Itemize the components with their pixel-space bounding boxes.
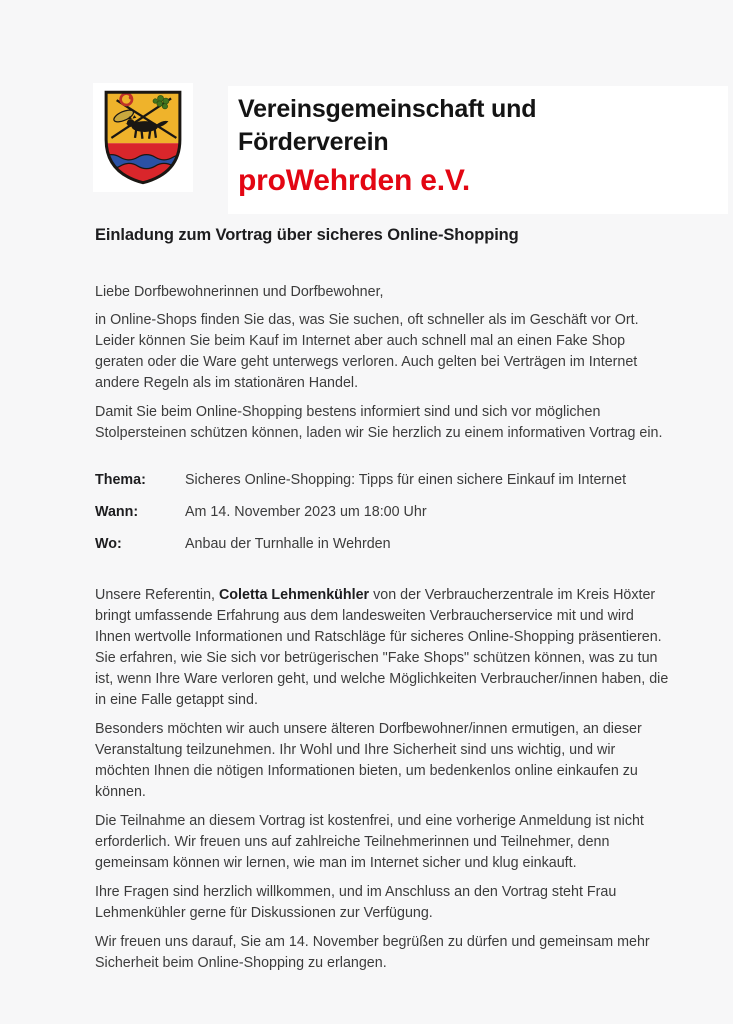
masthead (228, 86, 728, 214)
detail-label-wo: Wo: (95, 536, 122, 552)
detail-value-wo: Anbau der Turnhalle in Wehrden (185, 536, 391, 552)
paragraph-intro-2: Damit Sie beim Online-Shopping bestens informiert sind und sich vor möglichen Stolpersteinen schützen können, laden wir Sie herzlich zu einem informativen Vortrag ein. (95, 404, 663, 441)
detail-value-thema: Sicheres Online-Shopping: Tipps für einen sichere Einkauf im Internet (185, 472, 627, 488)
org-title-line1: Vereinsgemeinschaft und (238, 95, 537, 123)
salutation: Liebe Dorfbewohnerinnen und Dorfbewohner, (95, 284, 384, 300)
paragraph-encouragement: Besonders möchten wir auch unsere älteren Dorfbewohner/innen ermutigen, an dieser Veranstaltung teilzunehmen. Ihr Wohl und Ihre Sicherheit sind uns wichtig, und wir möchten Ihnen die nötigen Informationen bieten, um bedenkenlos online einkaufen zu können. (95, 721, 642, 800)
letter-title: Einladung zum Vortrag über sicheres Online-Shopping (95, 226, 519, 244)
paragraph-questions: Ihre Fragen sind herzlich willkommen, und im Anschluss an den Vortrag steht Frau Lehmenkühler gerne für Diskussionen zur Verfügung. (95, 884, 617, 921)
event-details (95, 470, 673, 555)
detail-label-wann: Wann: (95, 504, 139, 520)
org-name: proWehrden e.V. (238, 164, 471, 197)
paragraph-referent (95, 585, 673, 711)
logo-container (93, 83, 193, 192)
paragraph-participation: Die Teilnahme an diesem Vortrag ist kostenfrei, und eine vorherige Anmeldung ist nicht erforderlich. Wir freuen uns auf zahlreiche Teilnehmerinnen und Teilnehmer, denn gemeinsam können wir lernen, wie man im Internet sicher und klug einkauft. (95, 813, 644, 871)
detail-value-wann: Am 14. November 2023 um 18:00 Uhr (185, 504, 427, 520)
referent-name: Coletta Lehmenkühler (218, 587, 370, 603)
org-title-line2: Förderverein (238, 128, 389, 156)
detail-label-thema: Thema: (95, 472, 146, 488)
wehrden-coat-of-arms-icon (99, 87, 187, 188)
paragraph-farewell: Wir freuen uns darauf, Sie am 14. November begrüßen zu dürfen und gemeinsam mehr Sicherheit beim Online-Shopping zu erlangen. (95, 934, 650, 971)
paragraph-intro-1: in Online-Shops finden Sie das, was Sie suchen, oft schneller als im Geschäft vor Ort. Leider können Sie beim Kauf im Internet aber auch schnell mal an einen Fake Shop geraten oder die Ware geht unterwegs verloren. Auch gelten bei Verträgen im Internet andere Regeln als im stationären Handel. (95, 312, 639, 391)
referent-suffix: von der Verbraucherzentrale im Kreis Höxter bringt umfassende Erfahrung aus dem landesweiten Verbraucherservice mit und wird Ihnen wertvolle Informationen und Ratschläge für sicheres Online-Shopping präsentieren. Sie erfahren, wie Sie sich vor betrügerischen "Fake Shops" schützen können, was zu tun ist, wenn Ihre Ware verloren geht, und welche Möglichkeiten Verbraucher/innen haben, die in eine Falle getappt sind. (95, 587, 669, 708)
referent-prefix: Unsere Referentin, (95, 587, 219, 603)
letter-body (95, 224, 673, 982)
